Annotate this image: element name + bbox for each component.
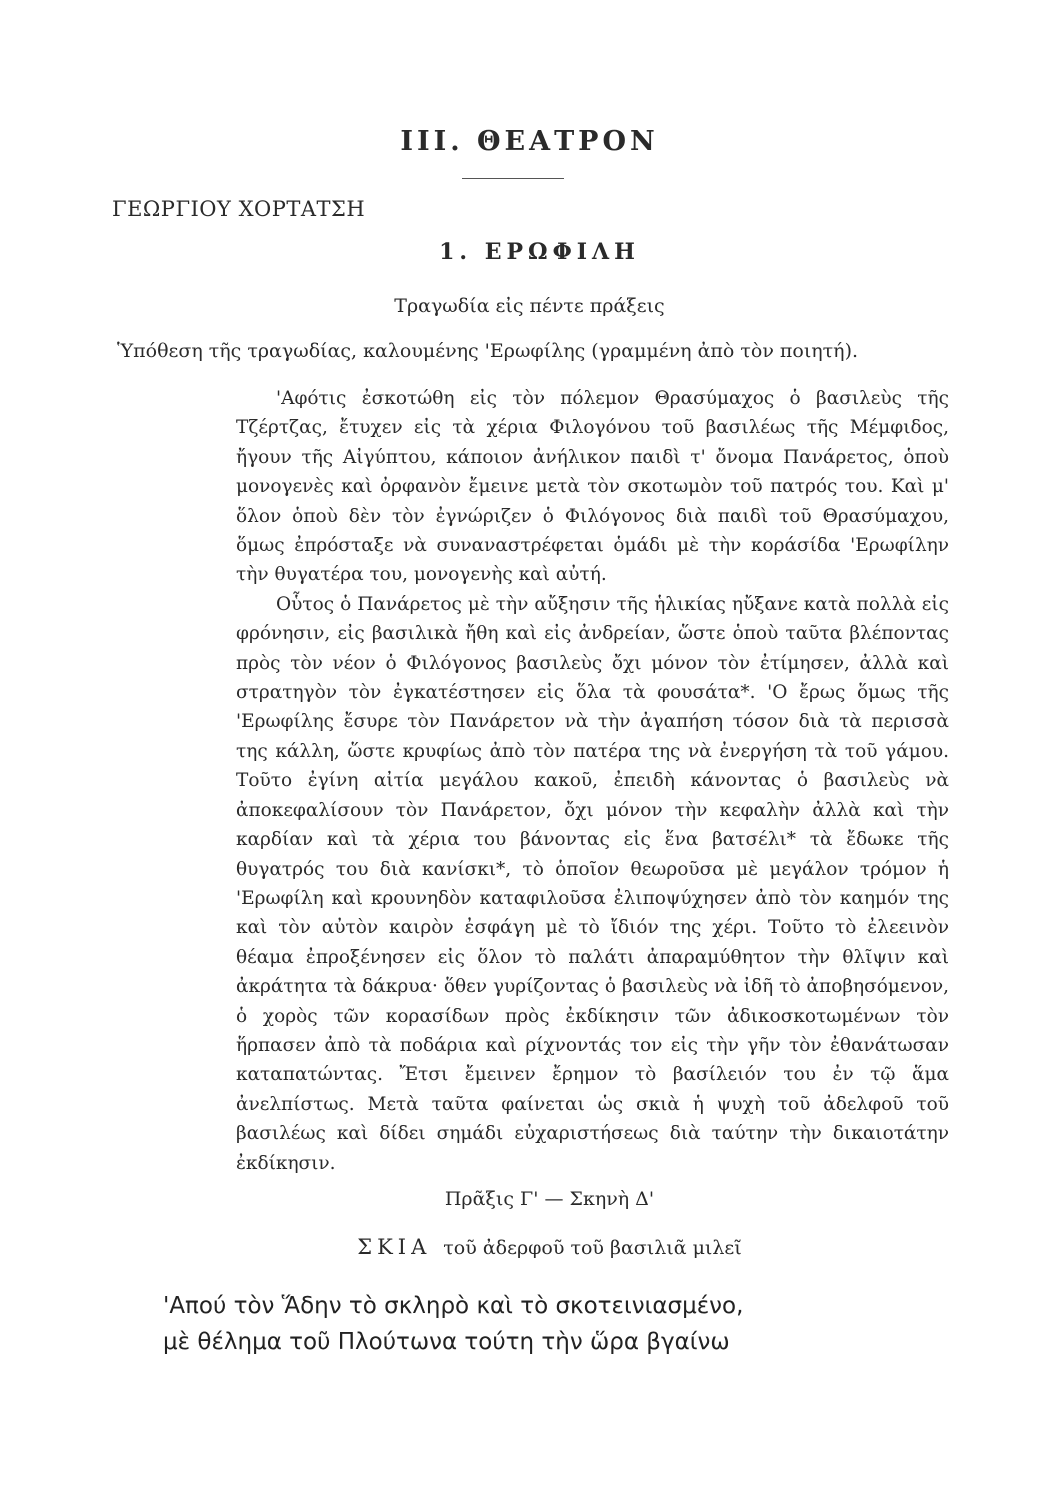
verse-block	[163, 1288, 983, 1360]
verse-line-2: μὲ θέλημα τοῦ Πλούτωνα τούτη τὴν ὥρα βγαίνω	[163, 1329, 730, 1355]
author-name: ΓΕΩΡΓΙΟΥ ΧΟΡΤΑΤΣΗ	[112, 197, 366, 221]
speaker-name: ΣΚΙΑ	[357, 1235, 432, 1259]
summary-paragraph-1: 'Αφότις ἐσκοτώθη εἰς τὸν πόλεμον Θρασύμαχος ὁ βασιλεὺς τῆς Τζέρτζας, ἔτυχεν εἰς τὰ χέρια Φιλογόνου τοῦ βασιλέως τῆς Μέμφιδος, ἤγουν τῆς Αἰγύπτου, κάποιον ἀνήλικον παιδὶ τ' ὄνομα Πανάρετος, ὁποὺ μονογενὲς καὶ ὀρφανὸν ἔμεινε μετὰ τὸν σκοτωμὸν τοῦ πατρός του. Καὶ μ' ὅλον ὁποὺ δὲν τὸν ἐγνώριζεν ὁ Φιλόγονος διὰ παιδὶ τοῦ Θρασύμαχου, ὅμως ἐπρόσταξε νὰ συναναστρέφεται ὁμάδι μὲ τὴν κοράσίδα 'Ερωφίλην τὴν θυγατέρα του, μονογενὴς καὶ αὐτή.	[236, 388, 949, 586]
verse-line-1: 'Απού τὸν Ἅδην τὸ σκληρὸ καὶ τὸ σκοτεινιασμένο,	[163, 1293, 744, 1319]
speaker-description: τοῦ ἀδερφοῦ τοῦ βασιλιᾶ μιλεῖ	[443, 1237, 742, 1259]
work-title: 1. ΕΡΩΦΙΛΗ	[439, 239, 640, 265]
plot-summary	[236, 384, 949, 1178]
act-scene-heading: Πρᾶξις Γ' — Σκηνὴ Δ'	[444, 1188, 655, 1210]
genre-subtitle: Τραγωδία εἰς πέντε πράξεις	[394, 295, 665, 317]
subject-heading: Ὑπόθεση τῆς τραγωδίας, καλουμένης 'Ερωφίλης (γραμμένη ἀπὸ τὸν ποιητή).	[117, 340, 859, 362]
summary-paragraph-2: Οὗτος ὁ Πανάρετος μὲ τὴν αὔξησιν τῆς ἡλικίας ηὔξανε κατὰ πολλὰ εἰς φρόνησιν, εἰς βασιλικὰ ἤθη καὶ εἰς ἀνδρείαν, ὥστε ὁποὺ ταῦτα βλέποντας πρὸς τὸν νέον ὁ Φιλόγονος βασιλεὺς ὄχι μόνον τὸν ἐτίμησεν, ἀλλὰ καὶ στρατηγὸν τὸν ἐγκατέστησεν εἰς ὅλα τὰ φουσάτα*. 'Ο ἔρως ὅμως τῆς 'Ερωφίλης ἔσυρε τὸν Πανάρετον νὰ τὴν ἀγαπήση τόσον διὰ τὰ περισσὰ της κάλλη, ὥστε κρυφίως ἀπὸ τὸν πατέρα της νὰ ἐνεργήση τὰ τοῦ γάμου. Τοῦτο ἐγίνη αἰτία μεγάλου κακοῦ, ἐπειδὴ κάνοντας ὁ βασιλεὺς νὰ ἀποκεφαλίσουν τὸν Πανάρετον, ὄχι μόνον τὴν κεφαλὴν ἀλλὰ καὶ τὴν καρδίαν καὶ τὰ χέρια του βάνοντας εἰς ἕνα βατσέλι* τὰ ἔδωκε τῆς θυγατρός του διὰ κανίσκι*, τὸ ὁποῖον θεωροῦσα μὲ μεγάλον τρόμον ἡ 'Ερωφίλη καὶ κρουνηδὸν καταφιλοῦσα ἐλιποψύχησεν ἀπὸ τὸν καημόν της καὶ τὸν αὐτὸν καιρὸν ἐσφάγη μὲ τὸ ἴδιόν της χέρι. Τοῦτο τὸ ἐλεεινὸν θέαμα ἐπροξένησεν εἰς ὅλον τὸ παλάτι ἀπαραμύθητον τὴν θλῖψιν καὶ ἀκράτητα τὰ δάκρυα· ὅθεν γυρίζοντας ὁ βασιλεὺς νὰ ἰδῆ τὸ ἀποβησόμενον, ὁ χορὸς τῶν κορασίδων πρὸς ἐκδίκησιν τῶν ἀδικοσκοτωμένων τὸν ἥρπασεν ἀπὸ τὰ ποδάρια καὶ ρίχνοντάς τον εἰς τὴν γῆν τὸν ἐθανάτωσαν καταπατώντας. Ἔτσι ἔμεινεν ἔρημον τὸ βασίλειόν του ἐν τῷ ἅμα ἀνελπίστως. Μετὰ ταῦτα φαίνεται ὡς σκιὰ ἡ ψυχὴ τοῦ ἀδελφοῦ τοῦ βασιλέως καὶ δίδει σημάδι εὐχαριστήσεως διὰ ταύτην τὴν δικαιοτάτην ἐκδίκησιν.	[236, 593, 949, 1174]
speaker-heading	[0, 1235, 1059, 1259]
section-title: III. ΘΕΑΤΡΟΝ	[400, 126, 659, 157]
title-divider	[462, 178, 564, 179]
